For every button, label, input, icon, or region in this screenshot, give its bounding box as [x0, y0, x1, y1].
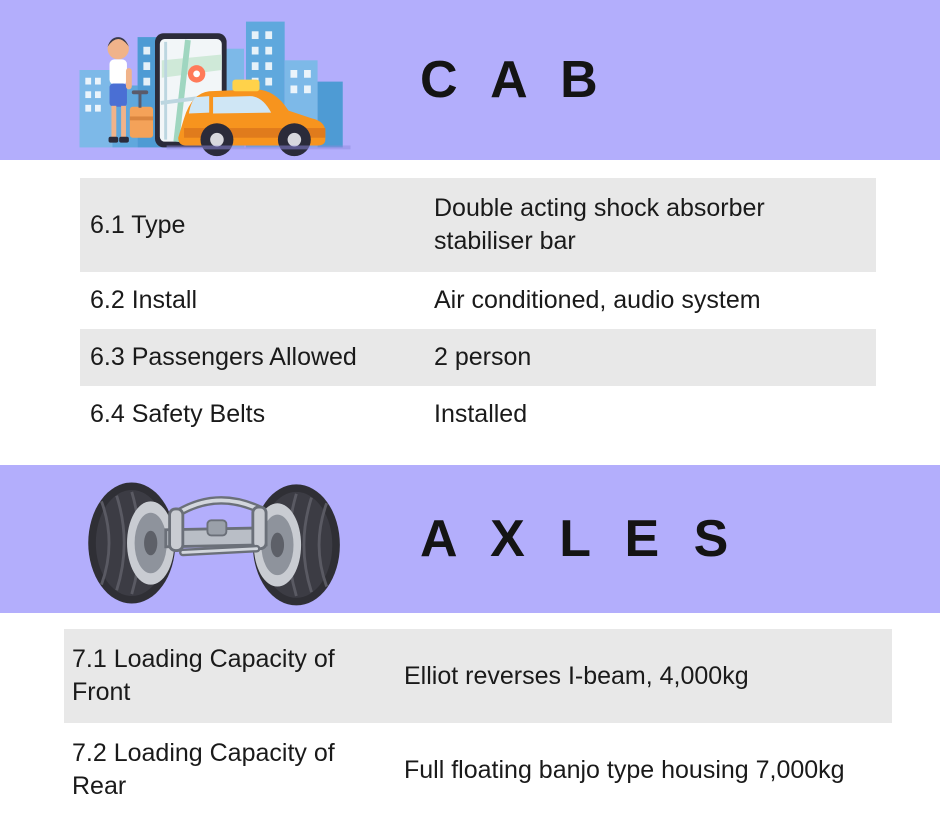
- table-row: [80, 386, 876, 443]
- spec-label: 6.2 Install: [90, 286, 198, 314]
- spec-label: 6.4 Safety Belts: [90, 400, 266, 428]
- spec-value: Elliot reverses I-beam, 4,000kg: [404, 661, 749, 690]
- axle-wheels-illustration: [0, 465, 430, 613]
- spec-label: 7.2 Loading Capacity of Rear: [72, 739, 335, 800]
- table-row: [80, 178, 876, 272]
- table-row: [64, 629, 892, 723]
- spec-value: 2 person: [434, 343, 532, 371]
- spec-label: 6.3 Passengers Allowed: [90, 343, 357, 371]
- spec-value: Air conditioned, audio system: [434, 286, 761, 314]
- spec-value: Full floating banjo type housing 7,000kg: [404, 755, 845, 784]
- spec-value: Double acting shock absorber stabiliser bar: [434, 194, 765, 255]
- table-row: [64, 723, 892, 817]
- spec-value: Installed: [434, 400, 528, 428]
- spec-label: 7.1 Loading Capacity of Front: [72, 645, 335, 706]
- section-banner-cab: [0, 0, 940, 160]
- table-row: [80, 329, 876, 386]
- taxi-city-illustration: [0, 0, 430, 160]
- section-title-axles: A X L E S: [420, 510, 739, 568]
- spec-table-cab: [0, 178, 940, 443]
- table-row: [80, 272, 876, 329]
- section-banner-axles: [0, 465, 940, 613]
- spec-table-axles: [0, 629, 940, 817]
- spec-label: 6.1 Type: [90, 210, 186, 239]
- section-title-cab: C A B: [420, 51, 608, 109]
